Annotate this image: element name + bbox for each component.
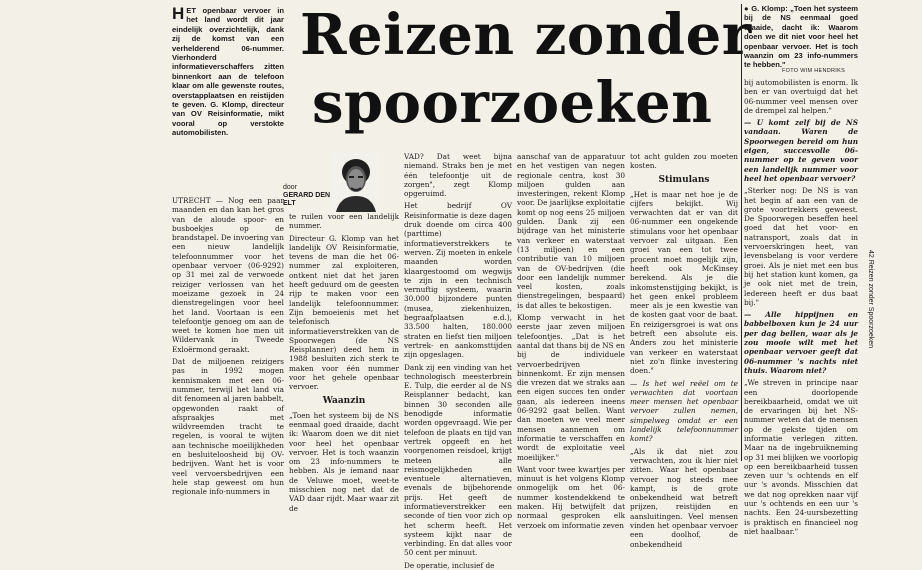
byline-name: GERARD DEN ELT bbox=[283, 192, 331, 207]
paragraph: UTRECHT — Nog een paar maanden en dan kan het gros van de aloude spoor- en busboekjes op de brandstapel. De invoering van een nieuw landelijk telefoonnummer voor het openbaar vervoer (06-9292) op 31 mei zal de verwoede reiziger verlossen van het moeizame gezoek in 24 dienstregelingen voor heel het land. Voortaan is een telefoontje genoeg om aan de weet te komen hoe men uit Wildervank in Tweede Exloërmond geraakt. bbox=[172, 196, 284, 354]
paragraph: VAD? Dat weet bijna niemand. Straks ben je met één telefoontje uit de zorgen", zegt Klomp opgeruimd. bbox=[404, 152, 512, 199]
body-column-2 bbox=[289, 212, 399, 513]
body-column-1 bbox=[172, 196, 284, 497]
pull-quote: ● G. Klomp: „Toen het systeem bij de NS eenmaal goed draaide, dacht ik: Waarom doen we dit niet voor heel het openbaar vervoer. Het is toch waanzin om 23 info-nummers te hebben." bbox=[744, 4, 858, 70]
paragraph: Klomp verwacht in het eerste jaar zeven miljoen telefoontjes. „Dat is het aantal dat thans bij de NS en bij de individuele vervoerbedrijven binnenkomt. Er zijn mensen die vrezen dat we straks aan een eigen succes ten onder gaan, als iedereen ineens 06-9292 gaat bellen. Want dan moeten we veel meer mensen aannemen om informatie te verschaffen en wordt de exploitatie veel moeilijker." bbox=[517, 313, 625, 462]
lead-text: ET openbaar vervoer in het land wordt dit jaar eindelijk overzichtelijk, dank zij de komst van een verhelderend 06-nummer. Vierhonderd informatieverschaffers zitten binnenkort aan de telefoon klaar om alle gewenste routes, overstapplaatsen en reistijden te geven. G. Klomp, directeur van OV Reisinformatie, mikt vooral op verstokte automobilisten. bbox=[172, 6, 284, 138]
subheading-stimulans: Stimulans bbox=[658, 174, 710, 185]
paragraph: Het bedrijf OV Reisinformatie is deze dagen druk doende om circa 400 (parttime) informatieverstrekkers te werven. Zij moeten in enkele maanden worden klaargestoomd om wegwijs te zijn in een technisch vernuftig systeem, waarin 30.000 bijzondere punten (musea, ziekenhuizen, begraafplaatsen e.d.), 33.500 halten, 180.000 straten en liefst tien miljoen vertrek- en aankomsttijden zijn opgeslagen. bbox=[404, 201, 512, 360]
body-column-3 bbox=[404, 152, 512, 570]
headline-line-2: spoorzoeken bbox=[312, 70, 713, 136]
subheading-waanzin: Waanzin bbox=[322, 395, 366, 406]
body-column-5 bbox=[630, 152, 738, 549]
paragraph: „Het is maar net hoe je de cijfers bekijkt. Wij verwachten dat er van dit 06-nummer een ongekende stimulans voor het openbaar vervoer zal uitgaan. Een groei van een tot twee procent moet mogelijk zijn, heeft ook McKinsey berekend. Als je die inkomstenstijging bekijkt, is het geen enkel probleem meer als je een kwestie van de kosten gaat voor de baat. En reizigersgroei is wat ons betreft een absolute eis. Anders zou het ministerie van verkeer en waterstaat niet zo'n flinke investering doen." bbox=[630, 189, 738, 376]
headline-line-1: Reizen zonder bbox=[300, 2, 752, 68]
column-rule bbox=[741, 4, 742, 461]
paragraph: te ruilen voor een landelijk nummer. bbox=[289, 212, 399, 231]
lead-paragraph bbox=[172, 6, 284, 192]
paragraph: „We streven in principe naar een doorlopende bereikbaarheid, omdat we uit de ervaringen bij het NS-nummer weten dat de mensen op de gekste tijden om informatie verlegen zitten. Maar na de ingebruikneming op 31 mei blijken we voorlopig op een bereikbaarheid tussen zeven uur 's ochtends en elf uur 's avonds. Misschien dat we dat nog oprekken naar vijf uur 's ochtends en een uur 's nachts. Een 24-uursbezetting is praktisch en financieel nog niet haalbaar." bbox=[744, 378, 858, 536]
byline-label: door bbox=[283, 184, 298, 191]
byline bbox=[283, 184, 331, 208]
author-photo bbox=[330, 152, 380, 212]
photo-credit: FOTO WIM HENDRIKS bbox=[782, 68, 846, 74]
paragraph: aanschaf van de apparatuur en het vestigen van negen regionale centra, kost 30 miljoen gulden aan investeringen, rekent Klomp voor. De jaarlijkse exploitatie komt op nog eens 25 miljoen gulden. Dank zij een bijdrage van het ministerie van verkeer en waterstaat (13 miljoen) en een contributie van 10 miljoen van de OV-bedrijven (die door een landelijk nummer veel kosten, zoals dienstregelingen, bespaard) is dat alles te bekostigen. bbox=[517, 152, 625, 310]
paragraph: Want voor twee kwartjes per minuut is het volgens Klomp onmogelijk om het 06-nummer kostendekkend te maken. Hij betwijfelt dat normaal gesproken elk verzoek om informatie zeven bbox=[517, 464, 625, 530]
paragraph: Directeur G. Klomp van het landelijk OV Reisinformatie, tevens de man die het 06-nummer zal exploiteren, ontkent niet dat het jaren heeft geduurd om de geesten rijp te maken voor een landelijk telefoonnummer. Zijn bemoeienis met het telefonisch informatieverstrekken van de Spoorwegen (de NS Reisplanner) deed hem in 1988 besluiten zich sterk te maken voor één nummer voor het gehele openbaar vervoer. bbox=[289, 233, 399, 392]
paragraph: „Sterker nog: De NS is van het begin af aan een van de grote voortrekkers geweest. De Spoorwegen beseffen heel goed dat het voor- en natransport, zoals dat in vervoerskringen heet, van levensbelang is voor verdere groei. Als je niet met een bus bij het station kunt komen, ga je ook niet met de trein, ledereen heeft er dus baat bij." bbox=[744, 186, 858, 307]
paragraph: „Toen het systeem bij de NS eenmaal goed draaide, dacht ik: Waarom doen we dit niet voor heel het openbaar vervoer. Het is toch waanzin om 23 info-nummers te hebben. Als je iemand naar de Veluwe moet, weet-te misschien nog net dat de VAD daar rijdt. Maar waar zit de bbox=[289, 410, 399, 513]
body-column-6 bbox=[744, 78, 858, 536]
paragraph: tot acht gulden zou moeten kosten. bbox=[630, 152, 738, 171]
paragraph: Dat de miljoenen reizigers pas in 1992 mogen kennismaken met een 06-nummer, terwijl het land via dit fenomeen al jaren babbelt, opgewonden raakt of afspraakjes met wildvreemden tracht te regelen, is vooral te wijten aan technische moeilijkheden en besluiteloosheid bij OV-bedrijven. Want het is voor veel vervoersbedrijven een hele stap geweest om hun regionale info-nummers in bbox=[172, 357, 284, 497]
paragraph: „Als ik dat niet zou verwachten, zou ik hier niet zitten. Waar het openbaar vervoer nog steeds mee kampt, is de grote onbekendheid wat betreft prijzen, reistijden en aansluitingen. Veel mensen vinden het openbaar vervoer een doolhof, de onbekendheid bbox=[630, 446, 738, 549]
question-paragraph: — Is het wel reëel om te verwachten dat voortaan meer mensen het openbaar vervoer zullen nemen, simpelweg omdat er een landelijk telefoonnummer komt? bbox=[630, 378, 738, 444]
question-paragraph: — Alle hippijnen en babbelboxen kun je 24 uur per dag bellen, waar als je zou mooie wilt met het openbaar vervoer geeft dat 06-nummer 's nachts niet thuis. Waarom niet? bbox=[744, 310, 858, 375]
side-page-caption: 42 Reizen zonder Spoorzoeken bbox=[867, 250, 874, 349]
paragraph: Dank zij een vinding van het technologisch meesterbrein E. Tulp, die eerder al de NS Reisplanner bedacht, kan binnen 30 seconden alle benodigde informatie worden opgevraagd. Wie per telefoon de plaats en tijd van vertrek opgeeft en het voorgenomen reisdoel, krijgt meteen alle reismogelijkheden en eventuele alternatieven, evenals de bijbehorende prijs. Het geeft de informatieverstrekker een seconde of tien voor zich op het scherm heeft. Het systeem kijkt naar de verbinding. En dat alles voor 50 cent per minuut. bbox=[404, 362, 512, 558]
paragraph: bij automobilisten is enorm. Ik ben er van overtuigd dat het 06-nummer veel mensen over de drempel zal helpen." bbox=[744, 78, 858, 115]
question-paragraph: — U komt zelf bij de NS vandaan. Waren de Spoorwegen bereid om hun eigen, succesvolle 06-nummer op te geven voor een landelijk nummer voor heel het openbaar vervoer? bbox=[744, 118, 858, 183]
lead-drop-cap: H bbox=[172, 4, 185, 23]
paragraph: De operatie, inclusief de bbox=[404, 560, 495, 570]
body-column-4 bbox=[517, 152, 625, 530]
